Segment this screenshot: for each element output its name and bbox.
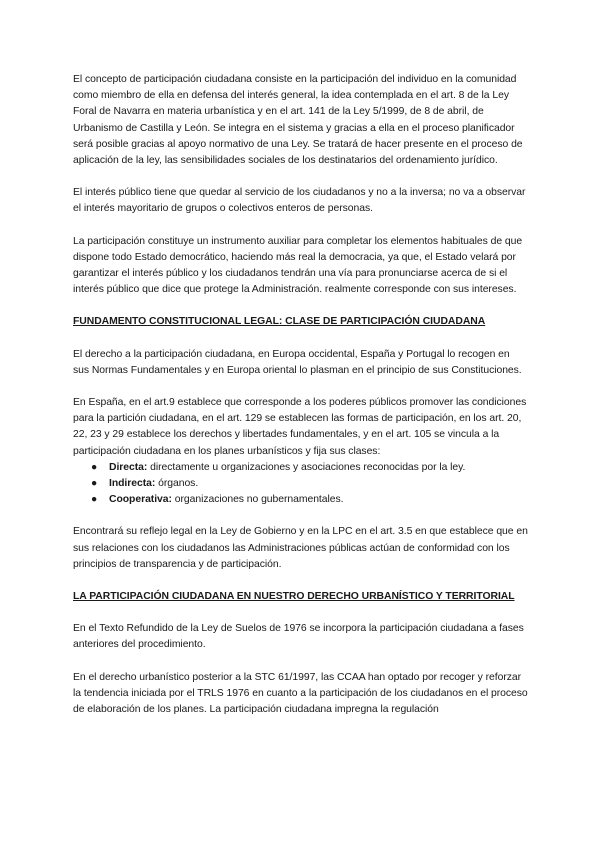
bullet-icon: ● <box>91 494 98 506</box>
paragraph-legal-reflection: Encontrará su reflejo legal en la Ley de Gobierno y en la LPC en el art. 3.5 en que establece que en sus relaciones con los ciudadanos las Administraciones públicas actúan de conformidad con los principios de transparencia y de participación. <box>73 526 528 570</box>
paragraph-land-law-1976: En el Texto Refundido de la Ley de Suelos de 1976 se incorpora la participación ciudadana a fases anteriores del procedimiento. <box>73 623 524 651</box>
participation-types-list <box>73 460 528 509</box>
bullet-icon: ● <box>91 478 98 490</box>
paragraph-public-interest: El interés público tiene que quedar al servicio de los ciudadanos y no a la inversa; no va a observar el interés mayoritario de grupos o colectivos enteros de personas. <box>73 187 526 215</box>
list-item-text: organizaciones no gubernamentales. <box>171 494 344 506</box>
list-item-text: directamente u organizaciones y asociaciones reconocidas por la ley. <box>147 461 466 473</box>
list-item <box>73 476 528 492</box>
paragraph-european-right: El derecho a la participación ciudadana, en Europa occidental, España y Portugal lo recogen en sus Normas Fundamentales y en Europa oriental lo plasman en el principio de sus Constituciones. <box>73 348 522 376</box>
list-item-term: Indirecta: <box>109 478 156 490</box>
paragraph-stc-61-1997: En el derecho urbanístico posterior a la STC 61/1997, las CCAA han optado por recoger y reforzar la tendencia iniciada por el TRLS 1976 en cuanto a la participación de los ciudadanos en el proceso de elaboración de los planes. La participación ciudadana impregna la regulación <box>73 671 528 716</box>
paragraph-auxiliary-instrument: La participación constituye un instrumento auxiliar para completar los elementos habituales de que dispone todo Estado democrático, haciendo más real la democracia, ya que, el Estado velará por garantizar el interés público y los ciudadanos tendrán una vía para pronunciarse acerca de si el interés público que dice que protege la Administración. realmente corresponde con sus intereses. <box>73 235 523 296</box>
paragraph-spain-articles: En España, en el art.9 establece que corresponde a los poderes públicos promover las condiciones para la partición ciudadana, en el art. 129 se establecen las formas de participación, en los art. 20, 22, 23 y 29 establece los derechos y libertades fundamentales, y en el art. 105 se vincula a la participación ciudadana en los planes urbanísticos y fija sus clases: <box>73 397 527 457</box>
document-page <box>73 72 528 718</box>
list-item-text: órganos. <box>155 478 199 490</box>
section-heading-urban-law: LA PARTICIPACIÓN CIUDADANA EN NUESTRO DERECHO URBANÍSTICO Y TERRITORIAL <box>73 591 515 603</box>
section-heading-constitutional: FUNDAMENTO CONSTITUCIONAL LEGAL: CLASE DE PARTICIPACIÓN CIUDADANA <box>73 316 486 328</box>
list-item-term: Directa: <box>109 461 148 473</box>
list-item-term: Cooperativa: <box>109 494 172 506</box>
list-item <box>73 492 528 508</box>
list-item <box>73 460 528 476</box>
bullet-icon: ● <box>91 461 98 473</box>
paragraph-participation-concept: El concepto de participación ciudadana consiste en la participación del individuo en la comunidad como miembro de ella en defensa del interés general, la idea contemplada en el art. 8 de la Ley Foral de Navarra en materia urbanística y en el art. 141 de la Ley 5/1999, de 8 de abril, de Urbanismo de Castilla y León. Se integra en el sistema y gracias a ella en el proceso planificador será posible gracias al apoyo normativo de una Ley. Se tratará de hacer presente en el proceso de aplicación de la ley, las sensibilidades sociales de los destinatarios del ordenamiento jurídico. <box>73 74 523 167</box>
